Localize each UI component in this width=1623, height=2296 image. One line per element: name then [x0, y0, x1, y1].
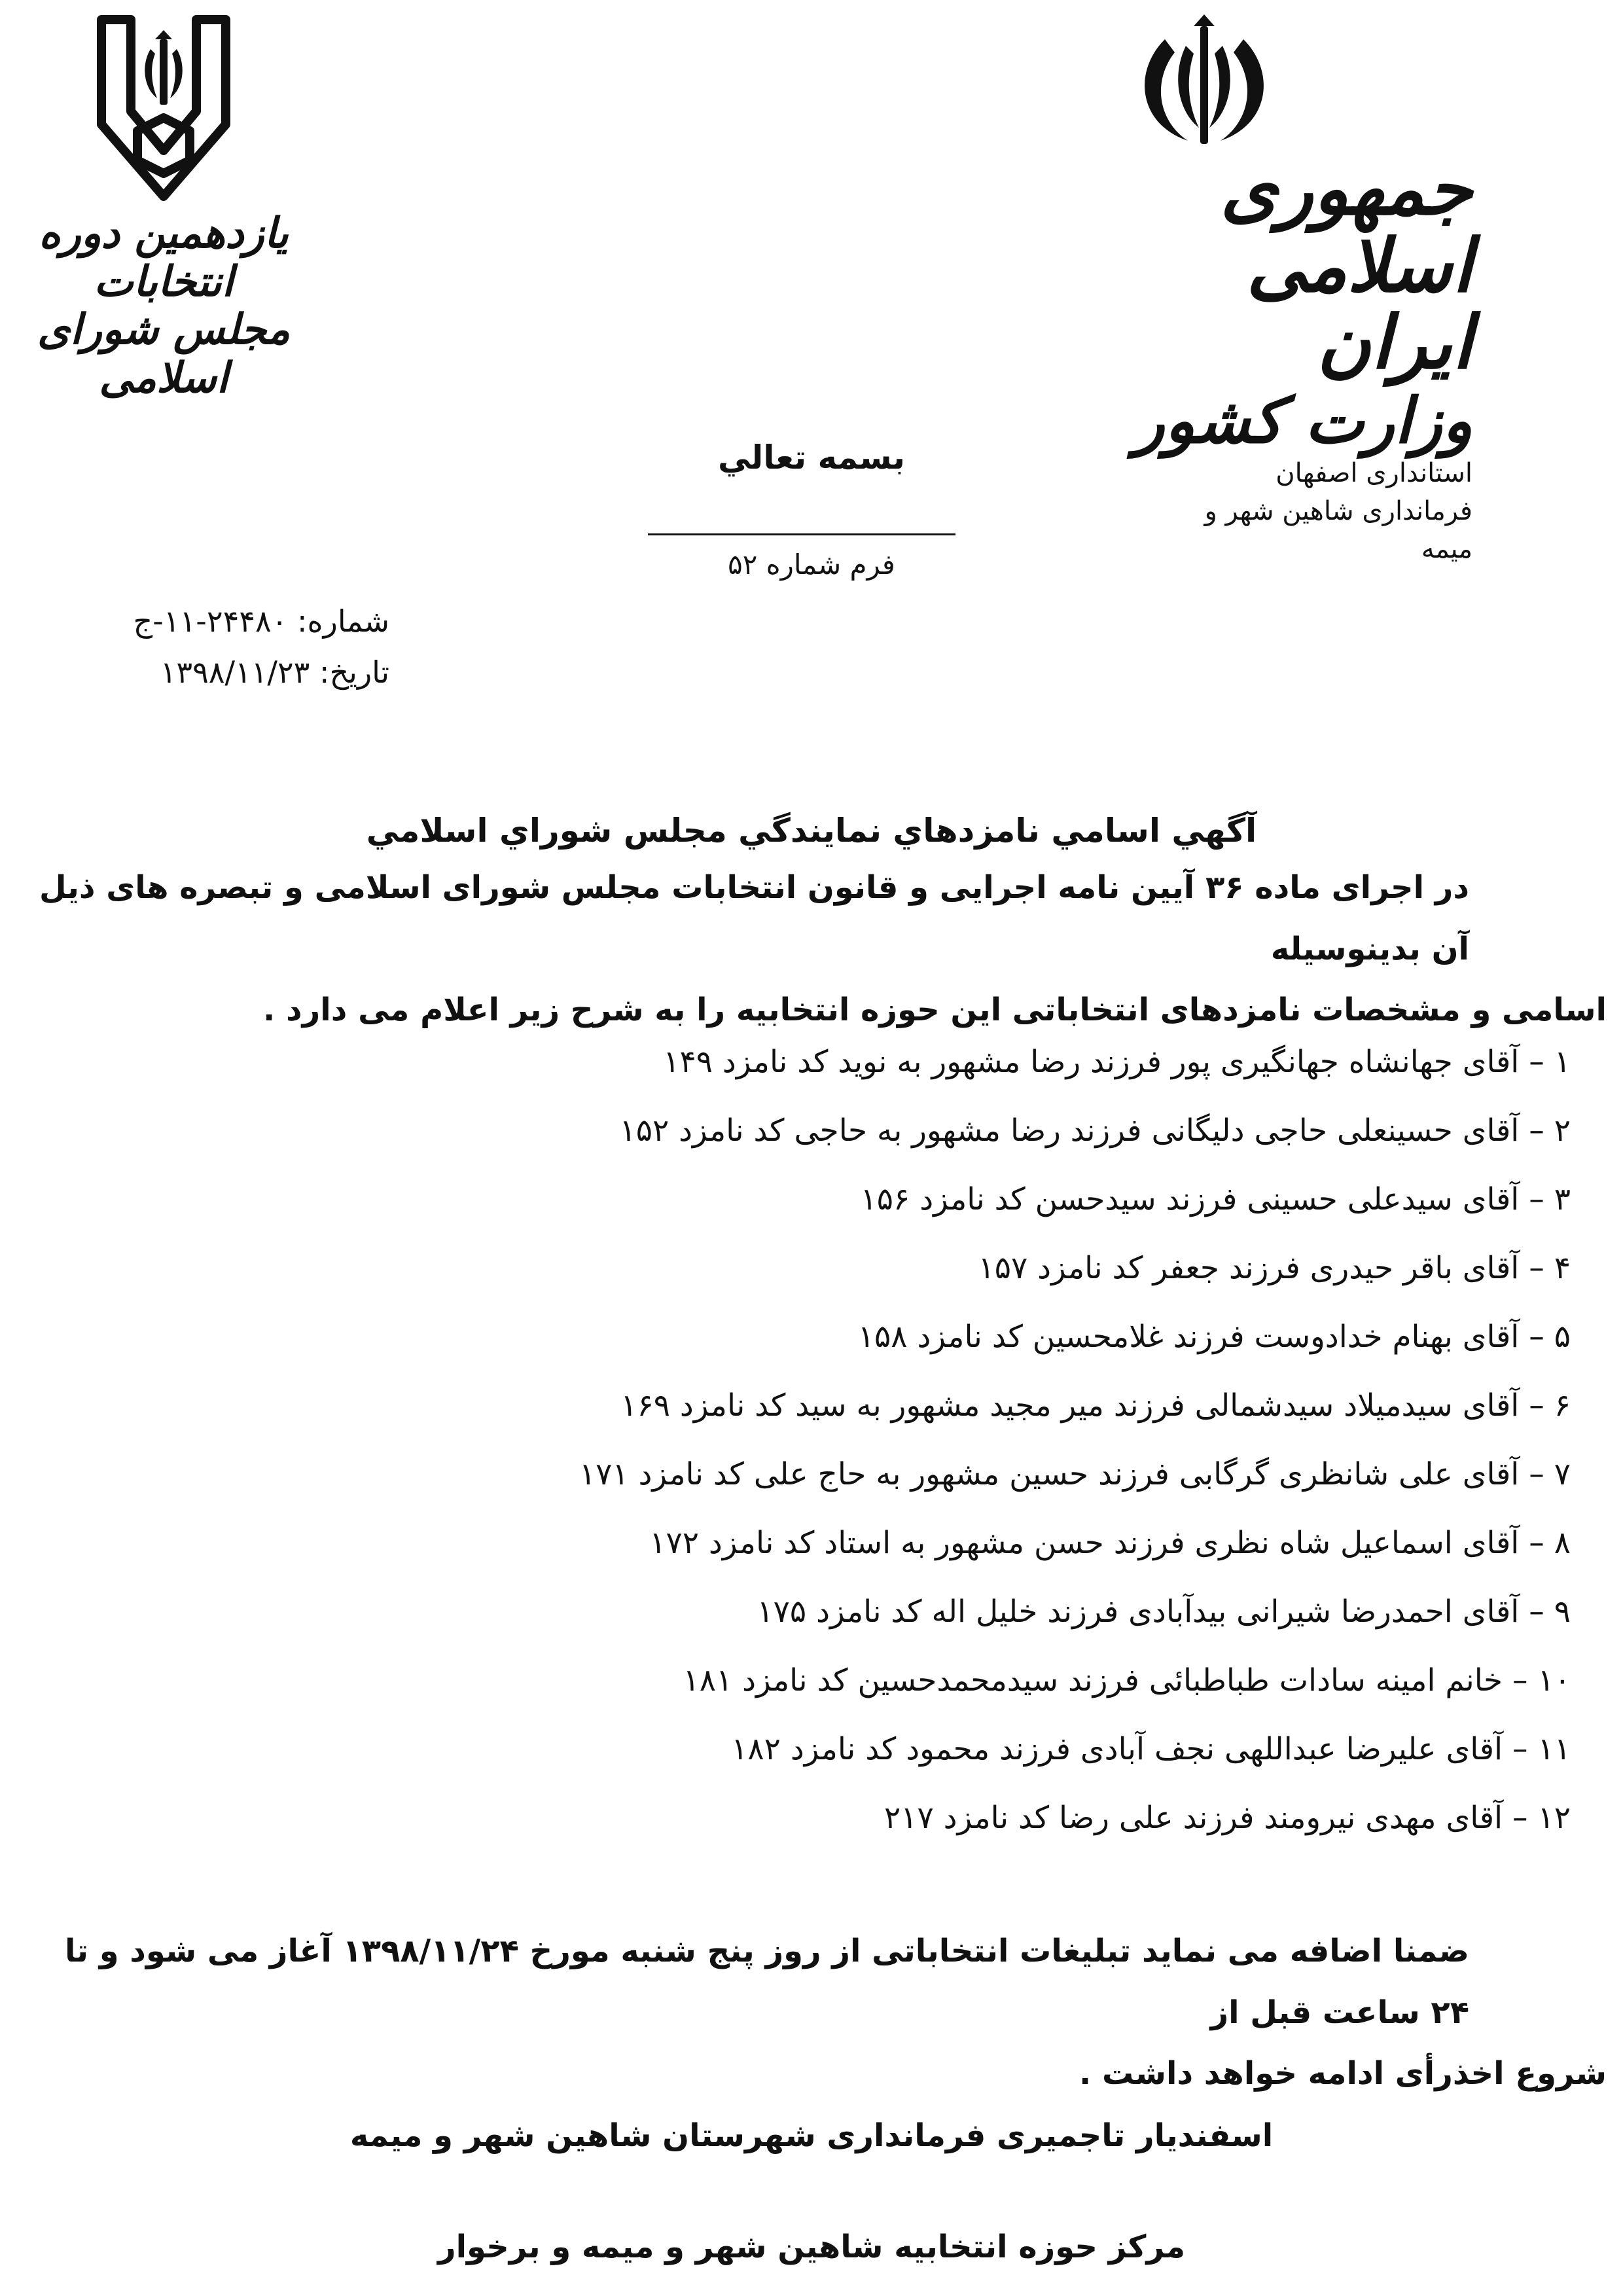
list-item: ۳ – آقای سیدعلی حسینی فرزند سیدحسن کد نامزد ۱۵۶ [860, 1181, 1571, 1217]
list-item: ۷ – آقای علی شانظری گرگابی فرزند حسین مشهور به حاج علی کد نامزد ۱۷۱ [579, 1456, 1571, 1492]
ministry-title: وزارت کشور [1134, 383, 1472, 457]
list-item: ۸ – آقای اسماعیل شاه نظری فرزند حسن مشهور به استاد کد نامزد ۱۷۲ [649, 1525, 1571, 1561]
letter-meta [49, 596, 389, 698]
closing-note [23, 1921, 1607, 2105]
cc-line: مرکز حوزه انتخابیه شاهین شهر و میمه و برخوار [437, 2229, 1186, 2265]
ministry-header [1080, 13, 1472, 568]
ballot-box-emblem-icon [75, 0, 252, 209]
list-item: ۶ – آقای سیدمیلاد سیدشمالی فرزند میر مجید مشهور به سید کد نامزد ۱۶۹ [620, 1388, 1571, 1424]
election-logo [26, 0, 301, 402]
candidate-list [458, 1028, 1571, 1852]
list-item: ۱۰ – خانم امینه سادات طباطبائی فرزند سیدمحمدحسین کد نامزد ۱۸۱ [683, 1662, 1571, 1698]
letter-date: تاریخ: ۱۳۹۸/۱۱/۲۳ [160, 655, 389, 691]
intro-line-1: در اجرای ماده ۳۶ آیین نامه اجرایی و قانون انتخابات مجلس شورای اسلامی و تبصره های ذیل آن بدینوسیله [39, 869, 1469, 967]
form-number: فرم شماره ۵۲ [728, 548, 895, 581]
election-line-1: یازدهمین دوره انتخابات [39, 209, 289, 306]
list-item: ۱ – آقای جهانشاه جهانگیری پور فرزند رضا مشهور به نوید کد نامزد ۱۴۹ [663, 1044, 1571, 1080]
list-item: ۵ – آقای بهنام خدادوست فرزند غلامحسین کد نامزد ۱۵۸ [857, 1319, 1571, 1355]
list-item: ۱۲ – آقای مهدی نیرومند فرزند علی رضا کد نامزد ۲۱۷ [883, 1800, 1571, 1836]
intro-line-2: اسامی و مشخصات نامزدهای انتخاباتی این حوزه انتخابیه را به شرح زیر اعلام می دارد . [263, 992, 1607, 1029]
list-item: ۹ – آقای احمدرضا شیرانی بیدآبادی فرزند خلیل اله کد نامزد ۱۷۵ [757, 1594, 1571, 1630]
letter-number: شماره: ۲۴۴۸۰-۱۱-ج [133, 603, 389, 639]
bismillah: بسمه تعالي [717, 439, 906, 476]
iran-emblem-icon [1126, 13, 1283, 151]
governorate-cont: میمه [1421, 533, 1472, 564]
election-line-2: مجلس شورای اسلامی [37, 305, 291, 403]
republic-title: جمهوری اسلامی ایران [1220, 146, 1472, 386]
notice-intro [16, 857, 1607, 1041]
list-item: ۲ – آقای حسینعلی حاجی دلیگانی فرزند رضا مشهور به حاجی کد نامزد ۱۵۲ [619, 1113, 1571, 1149]
closing-line-1: ضمنا اضافه می نماید تبلیغات انتخاباتی از روز پنج شنبه مورخ ۱۳۹۸/۱۱/۲۴ آغاز می شود و تا ۲۴ ساعت قبل از [64, 1933, 1469, 2031]
divider [648, 533, 955, 535]
closing-line-2: شروع اخذرأی ادامه خواهد داشت . [1079, 2055, 1607, 2092]
list-item: ۴ – آقای باقر حیدری فرزند جعفر کد نامزد ۱۵۷ [978, 1250, 1571, 1286]
notice-title: آگهي اسامي نامزدهاي نمايندگي مجلس شوراي اسلامي [366, 812, 1257, 850]
list-item: ۱۱ – آقای علیرضا عبداللهی نجف آبادی فرزند محمود کد نامزد ۱۸۲ [731, 1731, 1571, 1767]
governorate: فرمانداری شاهین شهر و [1204, 495, 1472, 526]
province-office: استانداری اصفهان [1275, 457, 1472, 488]
signature: اسفندیار تاجمیری فرمانداری شهرستان شاهین شهر و میمه [349, 2117, 1274, 2154]
